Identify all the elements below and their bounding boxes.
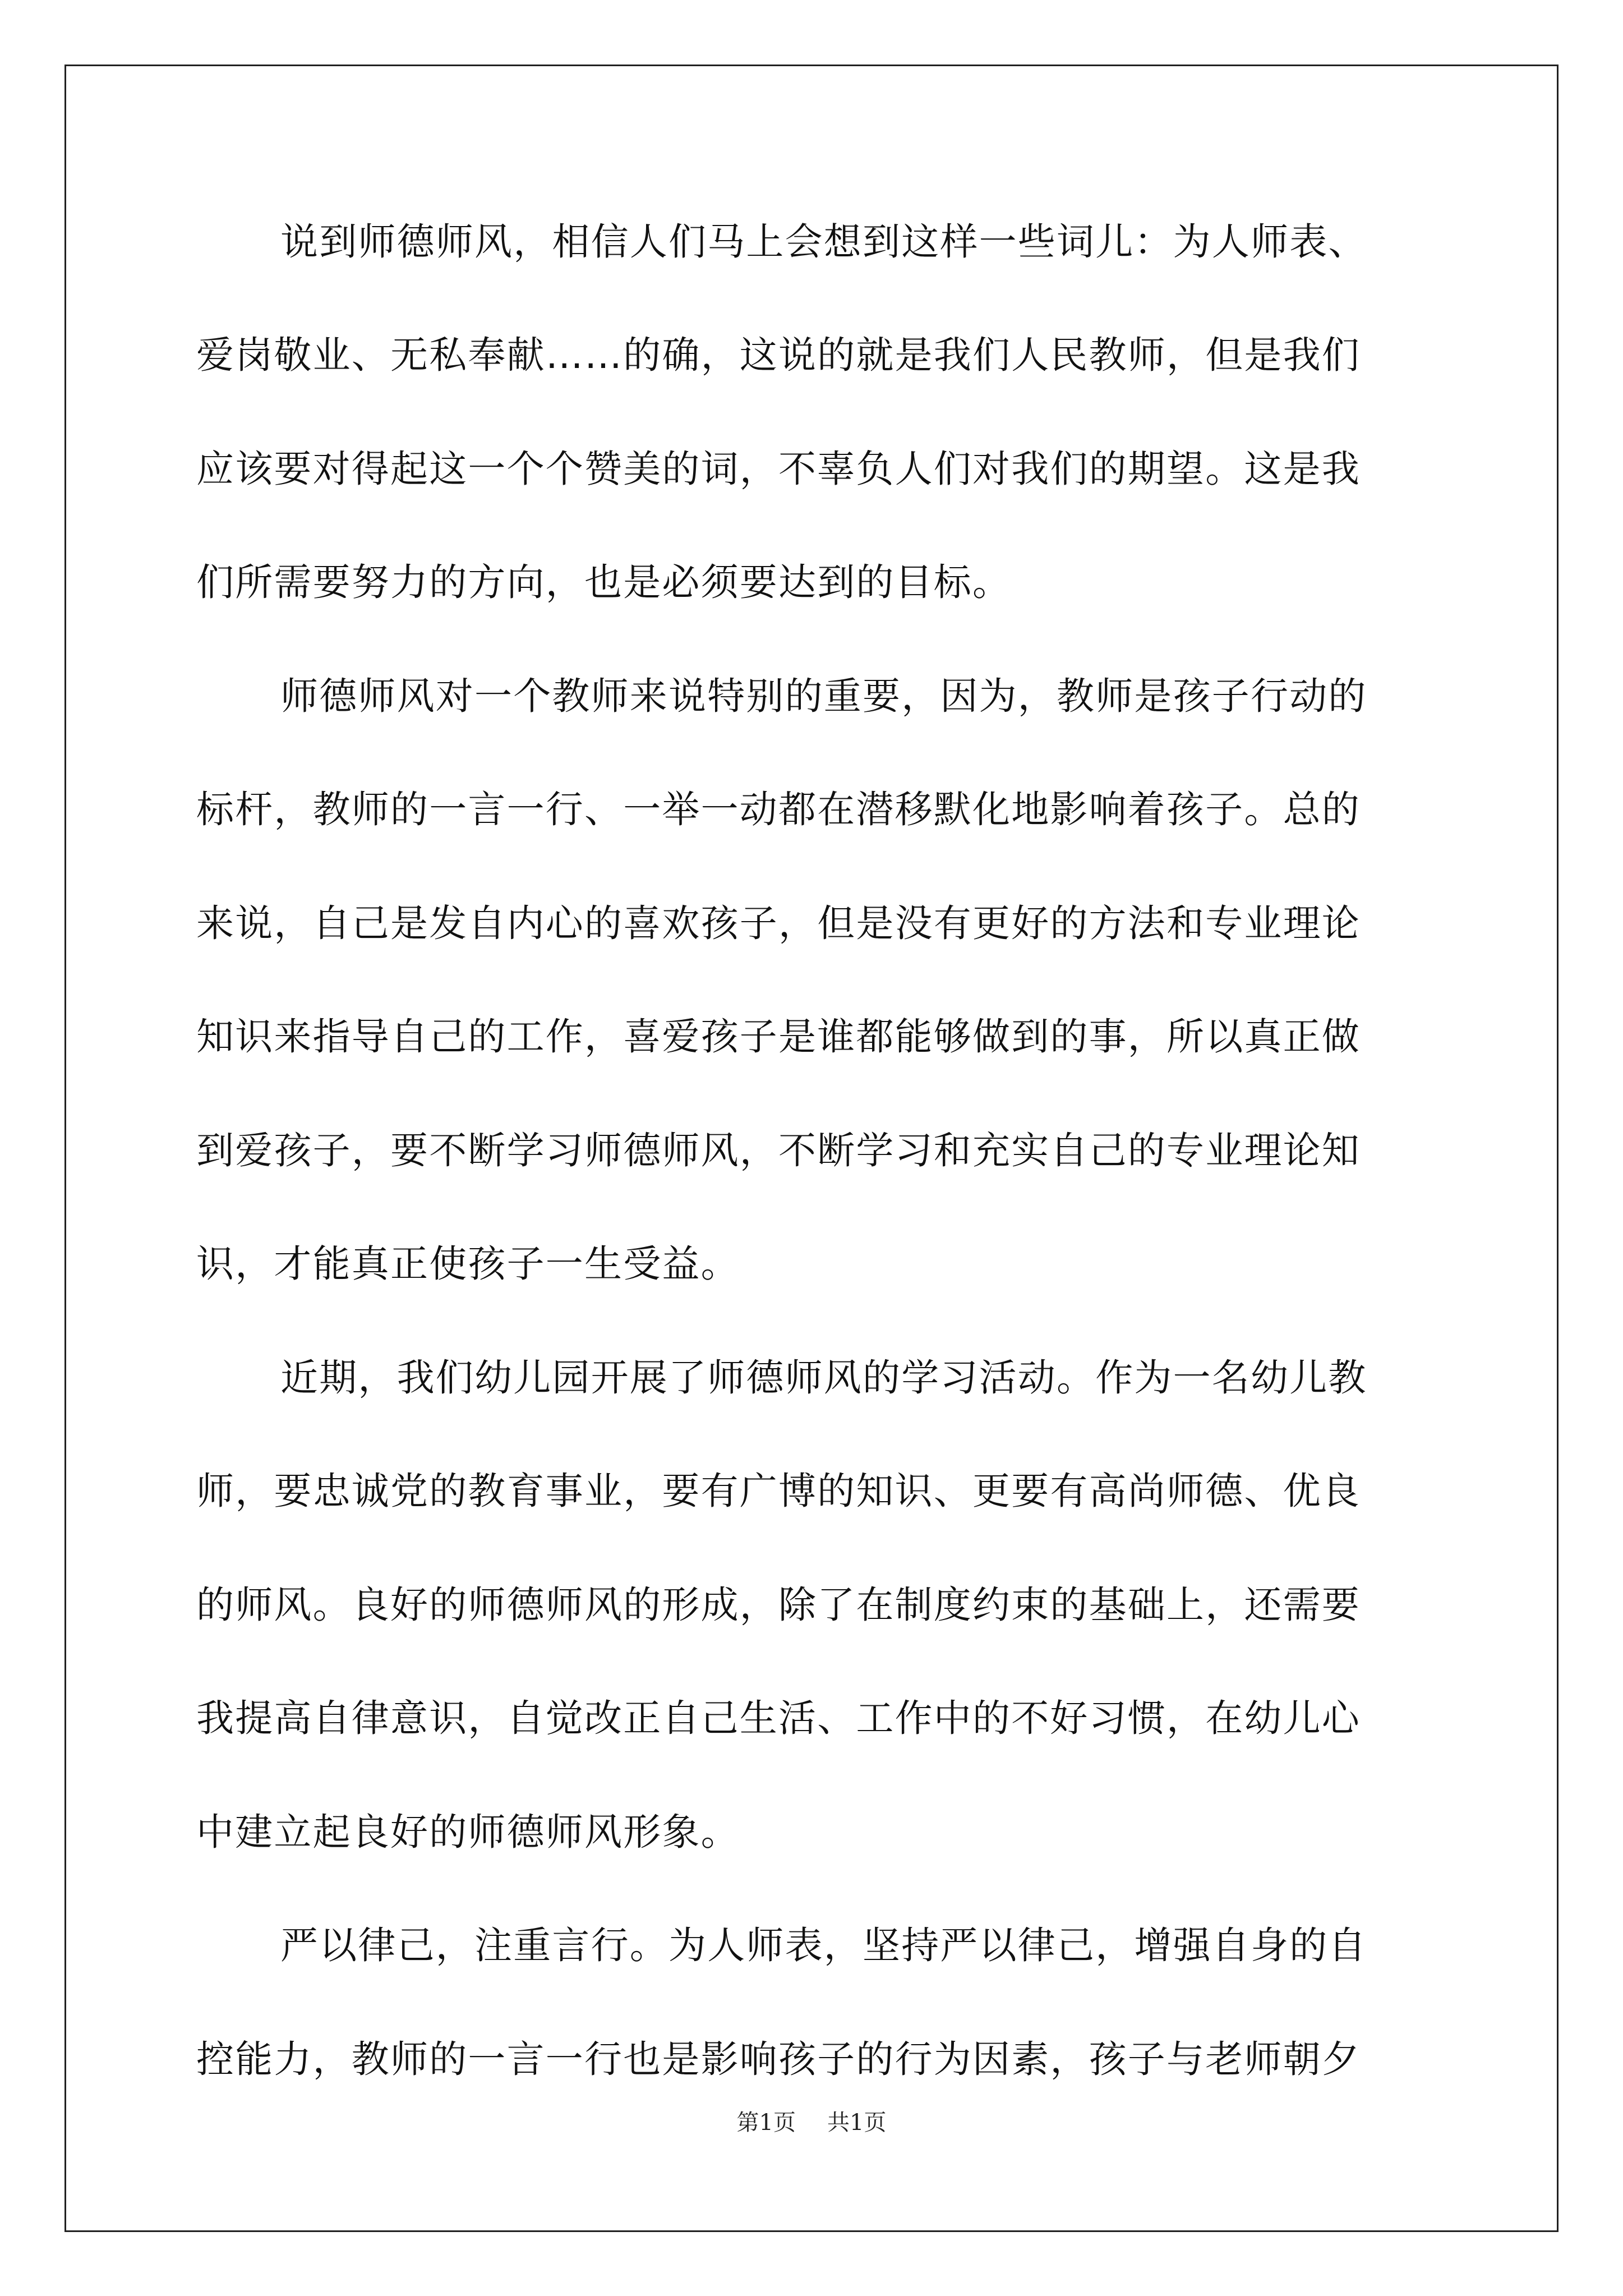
paragraph-3-line-1: 近期，我们幼儿园开展了师德师风的学习活动。作为一名幼儿教 xyxy=(280,1356,1367,1400)
paragraph-1-line-2: 爱岗敬业、无私奉献……的确，这说的就是我们人民教师，但是我们 xyxy=(196,333,1361,377)
paragraph-3-line-2: 师，要忠诚党的教育事业，要有广博的知识、更要有高尚师德、优良 xyxy=(196,1469,1361,1513)
paragraph-1-line-1: 说到师德师风，相信人们马上会想到这样一些词儿：为人师表、 xyxy=(280,220,1367,264)
paragraph-2-line-3: 来说，自己是发自内心的喜欢孩子，但是没有更好的方法和专业理论 xyxy=(196,901,1361,945)
paragraph-2-line-6: 识，才能真正使孩子一生受益。 xyxy=(196,1242,740,1286)
paragraph-2-line-4: 知识来指导自己的工作，喜爱孩子是谁都能够做到的事，所以真正做 xyxy=(196,1015,1361,1059)
paragraph-2-line-2: 标杆，教师的一言一行、一举一动都在潜移默化地影响着孩子。总的 xyxy=(196,788,1361,831)
paragraph-2-line-1: 师德师风对一个教师来说特别的重要，因为，教师是孩子行动的 xyxy=(280,674,1367,718)
page-number-current: 第1页 xyxy=(736,2110,796,2136)
paragraph-1-line-4: 们所需要努力的方向，也是必须要达到的目标。 xyxy=(196,560,1012,604)
page-number-total: 共1页 xyxy=(827,2110,887,2136)
paragraph-1-line-3: 应该要对得起这一个个赞美的词，不辜负人们对我们的期望。这是我 xyxy=(196,447,1361,491)
paragraph-3-line-3: 的师风。良好的师德师风的形成，除了在制度约束的基础上，还需要 xyxy=(196,1583,1361,1627)
paragraph-2-line-5: 到爱孩子，要不断学习师德师风，不断学习和充实自己的专业理论知 xyxy=(196,1129,1361,1172)
paragraph-3-line-4: 我提高自律意识，自觉改正自己生活、工作中的不好习惯，在幼儿心 xyxy=(196,1696,1361,1740)
paragraph-4-line-2: 控能力，教师的一言一行也是影响孩子的行为因素，孩子与老师朝夕 xyxy=(196,2037,1361,2081)
paragraph-3-line-5: 中建立起良好的师德师风形象。 xyxy=(196,1810,740,1854)
page-footer xyxy=(0,2105,1623,2137)
paragraph-4-line-1: 严以律己，注重言行。为人师表，坚持严以律己，增强自身的自 xyxy=(280,1924,1367,1967)
